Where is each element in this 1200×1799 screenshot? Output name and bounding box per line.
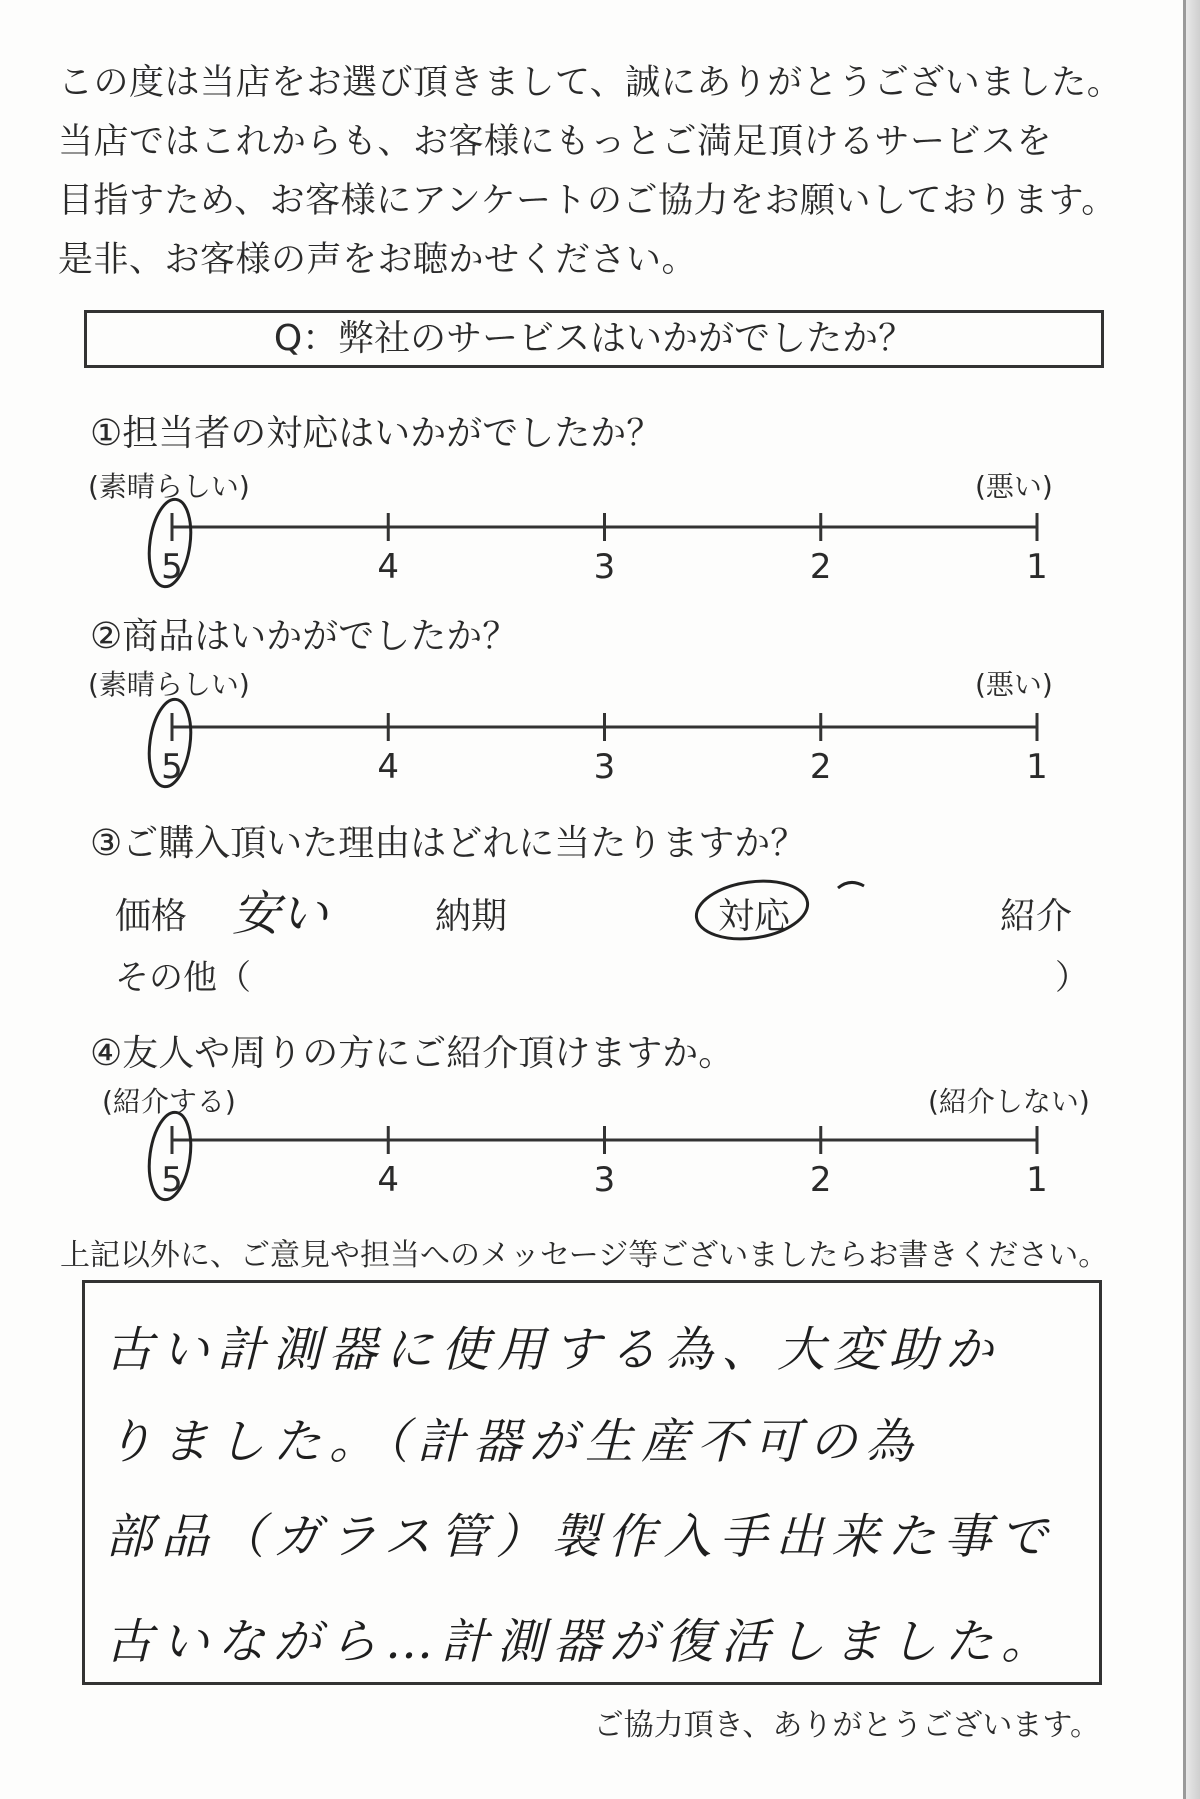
q4-scale-number-4[interactable]: 4 <box>377 1160 400 1200</box>
q1-scale-number-4[interactable]: 4 <box>377 547 400 587</box>
q4-title: ④友人や周りの方にご紹介頂けますか。 <box>90 1033 735 1074</box>
intro-line: この度は当店をお選び頂きまして、誠にありがとうございました。 <box>58 63 1123 103</box>
q2-scale-number-5[interactable]: 5 <box>161 747 183 787</box>
q4-scale-number-5[interactable]: 5 <box>161 1160 183 1200</box>
q3-option-service[interactable]: 対応 <box>718 896 791 937</box>
q2-scale[interactable] <box>150 705 1048 795</box>
q1-scale-number-3[interactable]: 3 <box>593 547 616 587</box>
intro-line: 目指すため、お客様にアンケートのご協力をお願いしております。 <box>58 181 1117 221</box>
remarks-label: 上記以外に、ご意見や担当へのメッセージ等ございましたらお書きください。 <box>60 1238 1109 1273</box>
q2-scale-number-2[interactable]: 2 <box>809 747 832 787</box>
q3-handwritten-note: 安い <box>232 886 329 942</box>
q4-right-label: (紹介しない) <box>928 1085 1090 1118</box>
q1-scale-number-5[interactable]: 5 <box>161 547 183 587</box>
intro-text <box>58 54 1138 290</box>
intro-line: 当店ではこれからも、お客様にもっとご満足頂けるサービスを <box>58 122 1053 162</box>
q4-scale[interactable] <box>150 1118 1048 1208</box>
q1-title: ①担当者の対応はいかがでしたか？ <box>90 413 663 454</box>
q3-circle-mark <box>692 870 822 950</box>
q2-scale-line-svg <box>150 705 1030 765</box>
remarks-box[interactable] <box>82 1280 1102 1685</box>
q1-scale-line-svg <box>150 505 1030 565</box>
q4-scale-line-svg <box>150 1118 1030 1178</box>
q4-scale-number-1[interactable]: 1 <box>1026 1160 1048 1200</box>
q1-scale-number-2[interactable]: 2 <box>809 547 832 587</box>
q2-left-label: (素晴らしい) <box>88 668 250 701</box>
page-edge <box>1186 0 1200 1799</box>
remarks-line: 部品（ガラス管）製作入手出来た事で <box>105 1509 1056 1565</box>
q2-scale-number-4[interactable]: 4 <box>377 747 400 787</box>
remarks-line: 古い計測器に使用する為、大変助か <box>105 1322 1002 1378</box>
q4-left-label: (紹介する) <box>102 1085 236 1118</box>
q4-scale-number-3[interactable]: 3 <box>593 1160 616 1200</box>
page-edge-line <box>1183 0 1186 1799</box>
remarks-line: 古いながら…計測器が復活しました。 <box>105 1614 1058 1670</box>
q3-option-price[interactable]: 価格 <box>115 896 188 937</box>
thanks-text: ご協力頂き、ありがとうございます。 <box>593 1708 1100 1743</box>
q2-right-label: (悪い) <box>975 668 1053 701</box>
q3-option-referral[interactable]: 紹介 <box>1000 896 1073 937</box>
q2-scale-number-3[interactable]: 3 <box>593 747 616 787</box>
q1-scale[interactable] <box>150 505 1048 595</box>
q3-other-label: その他（ <box>115 958 251 998</box>
q1-left-label: (素晴らしい) <box>88 470 250 503</box>
q3-option-delivery[interactable]: 納期 <box>435 896 508 937</box>
intro-line: 是非、お客様の声をお聴かせください。 <box>58 240 698 280</box>
q4-scale-number-2[interactable]: 2 <box>809 1160 832 1200</box>
q3-title: ③ご購入頂いた理由はどれに当たりますか？ <box>90 823 807 864</box>
q1-scale-number-1[interactable]: 1 <box>1026 547 1048 587</box>
q3-other-close: ） <box>1055 958 1089 998</box>
q1-right-label: (悪い) <box>975 470 1053 503</box>
q2-scale-number-1[interactable]: 1 <box>1026 747 1048 787</box>
remarks-line: りました。（計器が生産不可の為 <box>105 1414 922 1470</box>
q2-title: ②商品はいかがでしたか？ <box>90 616 519 657</box>
q3-tick-mark <box>836 878 866 892</box>
question-header: Q：弊社のサービスはいかがでしたか？ <box>84 310 1104 368</box>
